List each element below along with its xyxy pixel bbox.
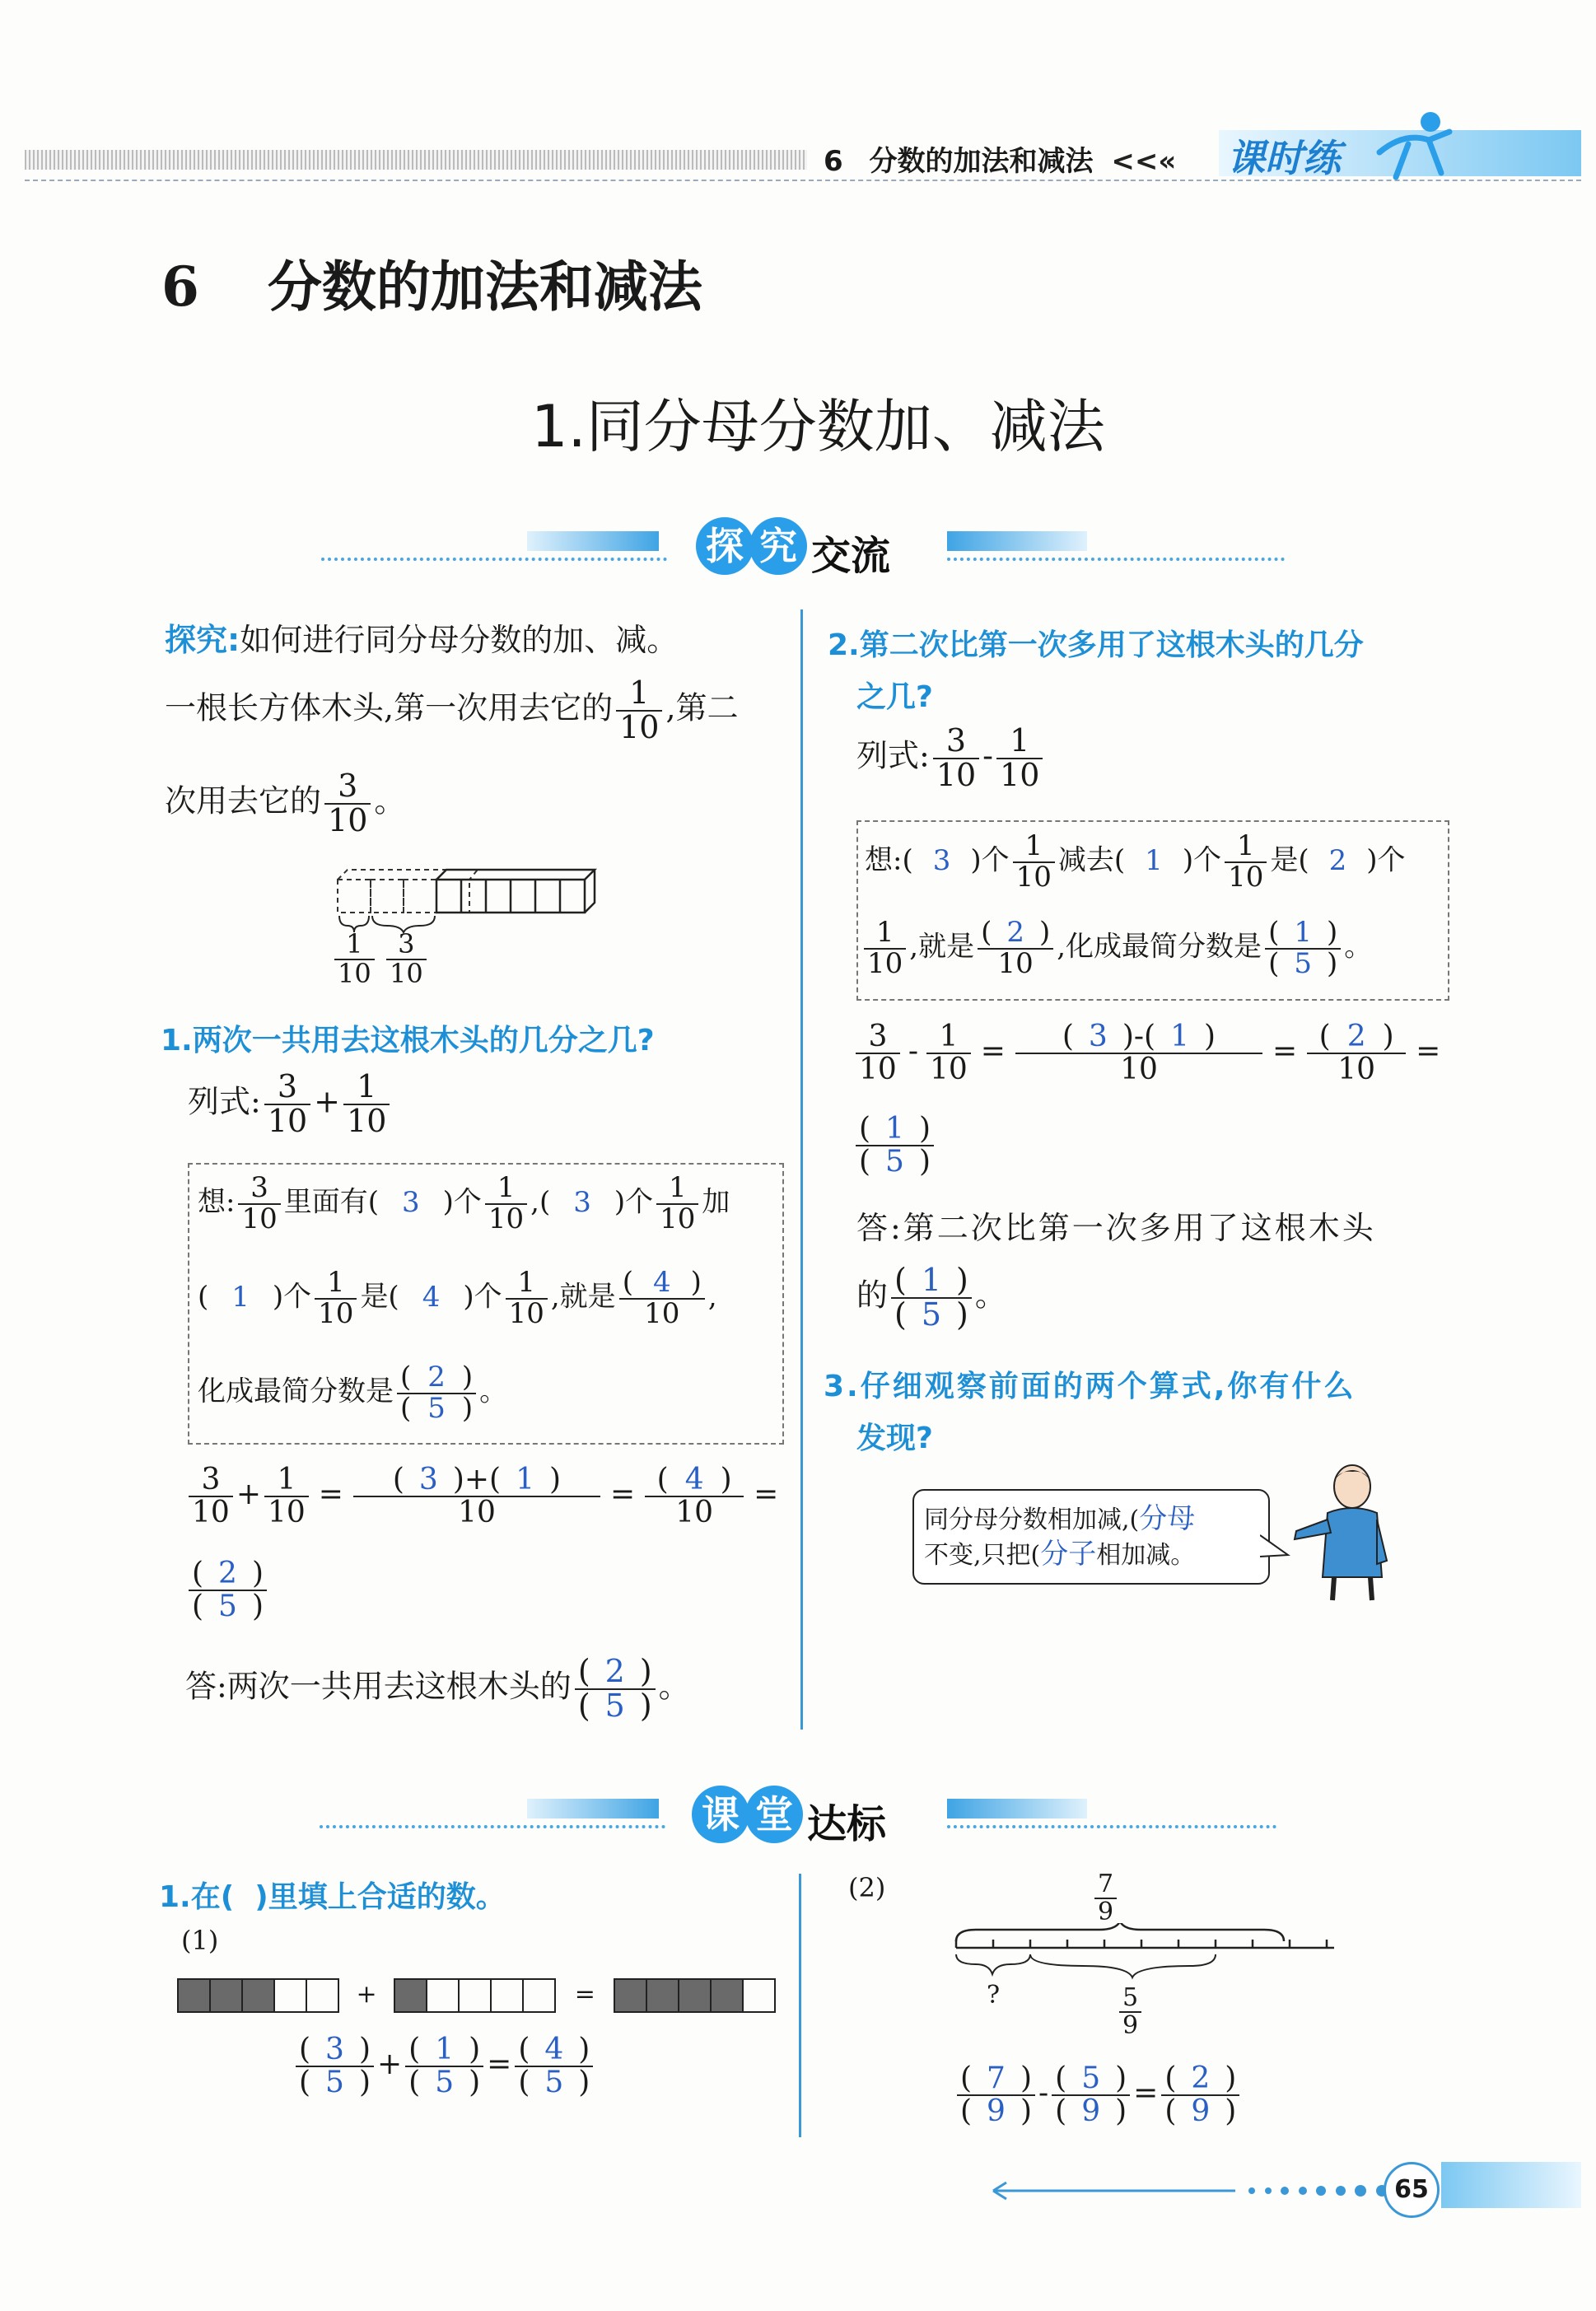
text: ,就是 — [909, 930, 975, 964]
q1-formula — [188, 1068, 393, 1139]
answer: 1 — [435, 2033, 455, 2066]
lp: ( — [518, 2065, 530, 2099]
fraction — [1161, 2063, 1239, 2127]
text: )个 — [442, 1185, 482, 1219]
rp: ) — [1225, 2061, 1237, 2095]
lp: ( — [1268, 946, 1280, 980]
fraction: $\frac{1}{10}$ — [656, 1174, 698, 1234]
lp: ( — [299, 2033, 311, 2066]
lp: ( — [1164, 2094, 1177, 2128]
lp: ( — [1062, 1020, 1074, 1053]
explore-text: 如何进行同分母分数的加、减。 — [240, 622, 679, 658]
bar-b — [395, 1978, 556, 2013]
formula-label: 列式: — [856, 737, 930, 774]
runner-icon — [1371, 107, 1454, 181]
rp: ) — [1204, 1020, 1216, 1053]
fraction — [575, 1655, 656, 1723]
minus-sign: - — [908, 1034, 918, 1068]
section1-left-dots — [321, 558, 667, 561]
section2-badge-1: 课 — [692, 1786, 749, 1843]
section1-badge-2: 究 — [749, 517, 807, 575]
answer: 3 — [932, 843, 951, 877]
answer: 5 — [544, 2065, 564, 2099]
q1-equation-result — [185, 1558, 270, 1622]
rp: ) — [469, 2033, 481, 2066]
rp: ) — [1020, 2061, 1032, 2095]
plus-sign: + — [464, 1463, 490, 1496]
rp: ) — [469, 2065, 481, 2099]
formula-label: 列式: — [188, 1083, 261, 1120]
plus-sign: + — [236, 1477, 261, 1511]
section2-left-bar — [527, 1799, 659, 1818]
fraction: $\frac{( 2 )}{10}$ — [978, 918, 1053, 978]
text: 不变,只把( — [924, 1541, 1041, 1570]
fraction — [1052, 2063, 1130, 2127]
equals-sign: = — [980, 1034, 1006, 1068]
fraction: $\frac{1}{10}$ — [996, 725, 1043, 792]
fraction — [1265, 918, 1341, 978]
equals-sign: = — [487, 2047, 512, 2081]
fraction: $\frac{1}{10}$ — [864, 918, 906, 978]
section1-badge-1: 探 — [696, 517, 754, 575]
q2-answer-line2 — [856, 1264, 1006, 1332]
answer: 4 — [544, 2033, 564, 2066]
answer: 7 — [987, 2061, 1006, 2095]
ex1-part1-label: (1) — [181, 1925, 219, 1956]
minus-sign: - — [1133, 1020, 1145, 1053]
section2-tail: 达标 — [807, 1801, 887, 1847]
header-chapter-no: 6 — [824, 145, 843, 178]
rp: ) — [358, 2033, 371, 2066]
fraction: $\frac{3}{10}$ — [238, 1174, 280, 1234]
rp: ) — [452, 1463, 464, 1496]
fraction: $\frac{7}{9}$ — [1094, 1871, 1117, 1925]
answer: 2 — [1191, 2061, 1211, 2095]
lp: ( — [577, 1687, 590, 1724]
rp: ) — [639, 1687, 652, 1724]
explore-line2-text: 一根长方体木头,第一次用去它的 — [165, 689, 614, 726]
fraction: $\frac{1}{10}$ — [1013, 832, 1055, 892]
text: ,( — [530, 1185, 551, 1219]
bar-c — [615, 1978, 776, 2013]
chapter-heading-title: 分数的加法和减法 — [267, 254, 702, 319]
column-divider — [800, 609, 803, 1730]
answer: 9 — [987, 2094, 1006, 2128]
header-hatch — [25, 150, 807, 170]
header-brand: 课时练 — [1227, 136, 1341, 180]
plus-sign: + — [314, 1083, 341, 1120]
fraction: $\frac{3}{10}$ — [856, 1021, 900, 1085]
answer: 2 — [604, 1653, 625, 1689]
fraction: $\frac{1}{10}$ — [485, 1174, 527, 1234]
period: 。 — [479, 1375, 508, 1408]
lp: ( — [859, 1112, 871, 1146]
section1-tail: 交流 — [811, 533, 891, 579]
equals-sign: = — [754, 1477, 779, 1511]
text: ,就是 — [550, 1280, 616, 1314]
lp: ( — [299, 2065, 311, 2099]
q2-answer-line1: 答:第二次比第一次多用了这根木头 — [856, 1210, 1376, 1246]
fraction: $\frac{1}{10}$ — [334, 931, 375, 987]
fraction: $\frac{1}{10}$ — [506, 1268, 548, 1328]
answer: 分子 — [1040, 1538, 1097, 1571]
rp: ) — [251, 1557, 264, 1590]
text: 加 — [702, 1185, 730, 1219]
ex1-bar-row — [177, 1978, 776, 2013]
explore-label: 探究: — [165, 622, 240, 658]
rp: ) — [690, 1266, 702, 1299]
rp: ) — [956, 1296, 968, 1333]
q2-equation-result — [852, 1113, 937, 1178]
page-number: 65 — [1384, 2162, 1440, 2218]
wood-used-dashed — [338, 870, 478, 913]
answer: 5 — [218, 1589, 237, 1623]
section2-right-bar — [947, 1799, 1087, 1818]
lp: ( — [981, 916, 992, 949]
fraction: $\frac{1}{10}$ — [315, 1268, 357, 1328]
q2-equation — [852, 1021, 1447, 1085]
rp: ) — [918, 1144, 931, 1179]
lp: ( — [859, 1144, 871, 1179]
text: )个 — [614, 1185, 654, 1219]
answer: 4 — [684, 1463, 704, 1496]
section2-right-dots — [947, 1825, 1276, 1828]
rp: ) — [639, 1653, 652, 1689]
lp: ( — [622, 1266, 633, 1299]
q1-think-line3 — [198, 1363, 507, 1423]
rp: ) — [720, 1463, 732, 1496]
text: ,化成最简分数是 — [1057, 930, 1262, 964]
ex1-part1-equation — [292, 2034, 596, 2099]
lp: ( — [960, 2094, 973, 2128]
lp: ( — [894, 1296, 907, 1333]
fraction: $\frac{( 3 )+( 1 )}{10}$ — [353, 1464, 600, 1529]
q1-answer — [185, 1655, 690, 1723]
answer: 4 — [652, 1266, 671, 1299]
period: 。 — [374, 782, 406, 819]
fraction — [397, 1363, 476, 1423]
lp: ( — [1144, 1020, 1156, 1053]
fraction — [515, 2034, 593, 2099]
diagram-label-1 — [331, 928, 378, 989]
answer: 分母 — [1139, 1502, 1196, 1535]
column-divider-2 — [799, 1874, 801, 2137]
text: 是( — [360, 1280, 399, 1314]
section1-right-bar — [947, 531, 1087, 551]
answer: 9 — [1081, 2094, 1101, 2128]
rp: ) — [251, 1589, 264, 1623]
answer: 1 — [1170, 1020, 1189, 1053]
answer: 1 — [1294, 916, 1312, 949]
header-chapter — [824, 138, 1176, 179]
text: )个 — [1182, 843, 1222, 877]
q2-think-line1 — [865, 829, 1406, 894]
fraction — [856, 1113, 934, 1178]
period: 。 — [658, 1668, 690, 1705]
rp: ) — [1382, 1020, 1394, 1053]
q2-formula — [856, 722, 1046, 793]
rp: ) — [1326, 916, 1338, 949]
text: 的 — [856, 1277, 889, 1314]
explore-line2-tail: ,第二 — [665, 689, 739, 726]
lesson-title: 1.同分母分数加、减法 — [531, 393, 1105, 460]
rp: ) — [358, 2065, 371, 2099]
equals-sign: = — [1133, 2075, 1159, 2110]
fraction: $\frac{3}{10}$ — [386, 931, 427, 987]
fraction: $\frac{( 4 )}{10}$ — [619, 1268, 705, 1328]
q1-think-line1 — [198, 1171, 730, 1235]
explore-line3 — [165, 770, 405, 838]
text: ( — [198, 1280, 209, 1314]
lp: ( — [192, 1557, 204, 1590]
answer: 5 — [1081, 2061, 1101, 2095]
text: 相加减。 — [1096, 1541, 1196, 1570]
equals-sign: = — [574, 1980, 595, 2009]
lp: ( — [577, 1653, 590, 1689]
header-dotted-rule — [25, 180, 1581, 181]
equals-sign: = — [1416, 1034, 1441, 1068]
ex1-part2-label: (2) — [848, 1872, 886, 1903]
answer: 5 — [325, 2065, 344, 2099]
rp: ) — [1225, 2094, 1237, 2128]
text: , — [707, 1280, 717, 1314]
lp: ( — [408, 2033, 421, 2066]
fraction: $\frac{( 4 )}{10}$ — [645, 1464, 744, 1529]
equals-sign: = — [609, 1477, 636, 1511]
section2-left-dots — [320, 1825, 665, 1828]
text: 化成最简分数是 — [198, 1375, 394, 1408]
rp: ) — [549, 1463, 562, 1496]
q1-think-line2 — [198, 1268, 717, 1328]
rp: ) — [918, 1112, 931, 1146]
rp: ) — [1326, 946, 1338, 980]
answer: 3 — [1088, 1020, 1108, 1053]
q1-title: 1.两次一共用去这根木头的几分之几? — [161, 1024, 655, 1057]
lp: ( — [1164, 2061, 1177, 2095]
answer: 2 — [427, 1361, 446, 1394]
fraction — [957, 2063, 1035, 2127]
fraction: $\frac{3}{10}$ — [189, 1464, 233, 1529]
header-arrows: <<« — [1111, 145, 1177, 178]
explore-line3-text: 次用去它的 — [165, 782, 322, 819]
numline-top-label — [1091, 1871, 1120, 1925]
fraction — [891, 1264, 972, 1332]
answer: 5 — [921, 1296, 942, 1333]
answer: 3 — [573, 1185, 591, 1219]
text: )个 — [272, 1280, 312, 1314]
section2-badge-2: 堂 — [745, 1786, 803, 1843]
fraction: $\frac{3}{10}$ — [264, 1071, 310, 1138]
answer: 5 — [1294, 946, 1312, 980]
rp: ) — [1115, 2061, 1127, 2095]
ex1-title: 1.在( )里填上合适的数。 — [159, 1880, 506, 1914]
fraction: $\frac{3}{10}$ — [933, 725, 979, 792]
lp: ( — [1318, 1020, 1331, 1053]
explore-line2 — [165, 677, 739, 745]
answer: 5 — [604, 1687, 625, 1724]
text: 想:( — [865, 843, 913, 877]
rp: ) — [1020, 2094, 1032, 2128]
lp: ( — [408, 2065, 421, 2099]
fraction: $\frac{1}{10}$ — [1225, 832, 1267, 892]
fraction: $\frac{3}{10}$ — [324, 770, 371, 838]
fraction: $\frac{1}{10}$ — [616, 677, 662, 745]
fraction: $\frac{1}{10}$ — [926, 1021, 971, 1085]
fraction: $\frac{1}{10}$ — [343, 1071, 390, 1138]
text: 减去( — [1057, 843, 1126, 877]
lp: ( — [656, 1463, 669, 1496]
lp: ( — [1055, 2094, 1067, 2128]
rp: ) — [461, 1361, 474, 1394]
text: 答:两次一共用去这根木头的 — [185, 1668, 572, 1705]
answer: 5 — [885, 1144, 904, 1179]
text: )个 — [1366, 843, 1406, 877]
fraction — [189, 1558, 267, 1622]
section1-right-dots — [947, 558, 1285, 561]
lp: ( — [400, 1391, 412, 1425]
q2-think-line2 — [861, 918, 1372, 978]
ex1-part2-equation — [954, 2063, 1243, 2127]
period: 。 — [974, 1277, 1006, 1314]
rp: ) — [578, 2033, 590, 2066]
text: 里面有( — [283, 1185, 379, 1219]
numline-question: ? — [987, 1981, 1001, 2010]
boy-illustration — [1285, 1462, 1408, 1602]
q1-equation — [185, 1464, 785, 1529]
equals-sign: = — [1272, 1034, 1298, 1068]
explore-line1 — [165, 624, 678, 656]
fraction: $\frac{( 3 )-( 1 )}{10}$ — [1015, 1021, 1262, 1085]
lp: ( — [960, 2061, 973, 2095]
answer: 9 — [1191, 2094, 1211, 2128]
fraction — [296, 2034, 374, 2099]
fraction: $\frac{( 2 )}{10}$ — [1307, 1021, 1406, 1085]
speech-line2 — [924, 1538, 1196, 1571]
q2-title-line1: 2.第二次比第一次多用了这根木头的几分 — [828, 628, 1364, 662]
text: )个 — [970, 843, 1010, 877]
answer: 1 — [1145, 843, 1163, 877]
wood-remaining — [436, 870, 595, 913]
lp: ( — [392, 1463, 404, 1496]
lp: ( — [489, 1463, 502, 1496]
lp: ( — [192, 1589, 204, 1623]
answer: 2 — [1006, 916, 1024, 949]
rp: ) — [1115, 2094, 1127, 2128]
text: 同分母分数相加减,( — [924, 1506, 1140, 1534]
answer: 3 — [402, 1185, 420, 1219]
lp: ( — [1268, 916, 1280, 949]
text: 是( — [1270, 843, 1309, 877]
q3-title-line2: 发现? — [856, 1422, 933, 1455]
q2-title-line2: 之几? — [856, 680, 933, 714]
fraction: $\frac{1}{10}$ — [264, 1464, 309, 1529]
text: )个 — [463, 1280, 502, 1314]
footer-arrow — [988, 2174, 1408, 2207]
period: 。 — [1344, 930, 1373, 964]
minus-sign: - — [982, 737, 994, 774]
plus-sign: + — [356, 1980, 377, 2009]
rp: ) — [1038, 916, 1051, 949]
minus-sign: - — [1038, 2075, 1049, 2110]
numline-bottom-label — [1116, 1985, 1145, 2038]
answer: 1 — [885, 1112, 904, 1146]
chapter-heading-no: 6 — [161, 254, 199, 319]
diagram-label-3 — [383, 928, 430, 989]
lp: ( — [518, 2033, 530, 2066]
lp: ( — [894, 1262, 907, 1298]
lp: ( — [400, 1361, 412, 1394]
rp: ) — [461, 1391, 474, 1425]
answer: 2 — [218, 1557, 237, 1590]
answer: 3 — [418, 1463, 438, 1496]
lp: ( — [1055, 2061, 1067, 2095]
equals-sign: = — [318, 1477, 343, 1511]
rp: ) — [578, 2065, 590, 2099]
answer: 5 — [435, 2065, 455, 2099]
plus-sign: + — [377, 2047, 403, 2081]
answer: 3 — [325, 2033, 344, 2066]
answer: 1 — [516, 1463, 534, 1496]
think-label: 想: — [198, 1185, 236, 1219]
fraction — [405, 2034, 483, 2099]
footer-bar — [1441, 2162, 1581, 2208]
speech-line1 — [924, 1502, 1196, 1535]
q3-title-line1: 3.仔细观察前面的两个算式,你有什么 — [824, 1370, 1356, 1403]
fraction: $\frac{5}{9}$ — [1119, 1985, 1141, 2038]
answer: 2 — [1328, 843, 1347, 877]
answer: 2 — [1346, 1020, 1366, 1053]
bar-a — [179, 1978, 339, 2013]
rp: ) — [1122, 1020, 1134, 1053]
answer: 1 — [921, 1262, 942, 1298]
section1-left-bar — [527, 531, 659, 551]
answer: 5 — [427, 1391, 446, 1425]
answer: 1 — [231, 1280, 250, 1314]
header-chapter-title: 分数的加法和减法 — [869, 145, 1094, 178]
chapter-heading — [161, 243, 702, 321]
answer: 4 — [422, 1280, 441, 1314]
rp: ) — [956, 1262, 968, 1298]
